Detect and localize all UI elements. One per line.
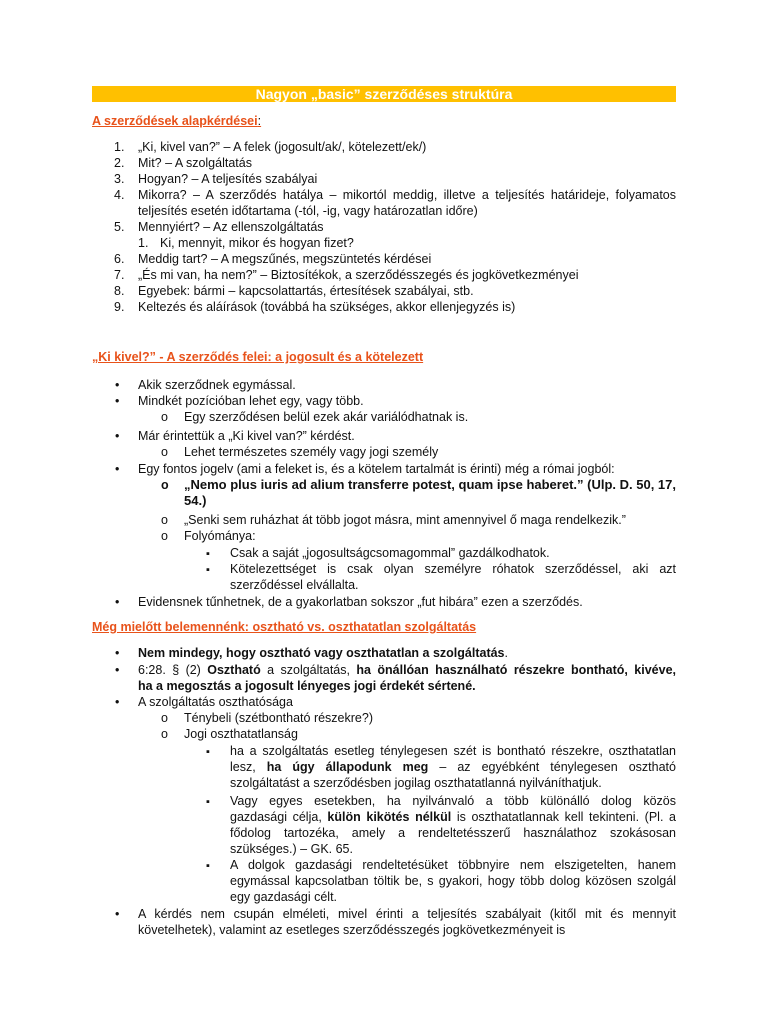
list-item: Evidensnek tűnhetnek, de a gyakorlatban sokszor „fut hibára” ezen a szerződés. [138, 595, 583, 609]
list-item: Mindkét pozícióban lehet egy, vagy több. [138, 394, 364, 408]
list-item: ha a szolgáltatás esetleg ténylegesen szét is bontható részekre, oszthatatlan [230, 744, 676, 758]
square-bullet-icon [206, 561, 210, 578]
list-item-continuation: ha a megosztás a jogosult lényeges jogi érdekét sértené. [138, 679, 476, 693]
list-item: Meddig tart? – A megszűnés, megszüntetés kérdései [138, 252, 432, 266]
bold-text: Osztható [207, 663, 261, 677]
list-item-continuation: követelhetek), valamint az esetleges szerződésszegés jogkövetkezményeit is [138, 923, 566, 937]
list-number: 1. [114, 140, 125, 154]
list-item: Jogi oszthatatlanság [184, 727, 298, 741]
list-number: 4. [114, 188, 125, 202]
bold-text: ha önállóan használható részekre bontható, kivéve, [356, 663, 676, 677]
text-span: . [504, 646, 508, 660]
list-item-continuation: szerződéssel elvállalta. [230, 578, 359, 592]
list-item: Hogyan? – A teljesítés szabályai [138, 172, 318, 186]
bold-text: ha úgy állapodunk meg [266, 760, 429, 774]
square-bullet-icon [206, 857, 210, 874]
circle-bullet-icon [161, 726, 168, 742]
list-number: 3. [114, 172, 125, 186]
list-number: 2. [114, 156, 125, 170]
text-span: a szolgáltatás, [260, 663, 357, 677]
list-item: Akik szerződnek egymással. [138, 378, 296, 392]
section-heading-parties: „Ki kivel?” - A szerződés felei: a jogosult és a kötelezett [92, 350, 424, 364]
list-number: 6. [114, 252, 125, 266]
circle-bullet-icon [161, 477, 169, 493]
bullet-icon [115, 645, 119, 661]
list-item: Ki, mennyit, mikor és hogyan fizet? [160, 236, 354, 250]
text-span: is oszthatatlannak kell tekinteni. (Pl. a [451, 810, 676, 824]
list-number: 5. [114, 220, 125, 234]
square-bullet-icon [206, 743, 210, 760]
list-item [138, 662, 676, 678]
list-item: Egyebek: bármi – kapcsolattartás, értesítések szabályai, stb. [138, 284, 474, 298]
text-span: 6:28. § (2) [138, 663, 208, 677]
list-number: 9. [114, 300, 125, 314]
circle-bullet-icon [161, 710, 168, 726]
list-item: Egy fontos jogelv (ami a feleket is, és a kötelem tartalmát is érinti) még a római jogból: [138, 462, 615, 476]
bold-text: külön kikötés nélkül [327, 810, 452, 824]
list-item: Csak a saját „jogosultságcsomagommal” gazdálkodhatok. [230, 546, 550, 560]
list-item: Már érintettük a „Ki kivel van?” kérdést. [138, 429, 355, 443]
bold-text: Nem mindegy, hogy osztható vagy oszthatatlan a szolgáltatás [138, 646, 505, 660]
circle-bullet-icon [161, 528, 168, 544]
list-item: A dolgok gazdasági rendeltetésüket többnyire nem elszigetelten, hanem [230, 858, 676, 872]
bullet-icon [115, 662, 119, 678]
section-heading-text: A szerződések alapkérdései [92, 114, 258, 128]
list-item: „Nemo plus iuris ad alium transferre potest, quam ipse haberet.” (Ulp. D. 50, 17, [184, 477, 676, 492]
text-span: lesz, [230, 760, 267, 774]
bullet-icon [115, 461, 119, 477]
list-item: Mennyiért? – Az ellenszolgáltatás [138, 220, 324, 234]
bullet-icon [115, 906, 119, 922]
list-number: 1. [138, 236, 149, 250]
list-item-continuation: szolgáltatást a szerződésben jogilag oszthatatlanná nyilváníthatjuk. [230, 776, 602, 790]
text-span: gazdasági célja, [230, 810, 328, 824]
list-item: Egy szerződésen belül ezek akár variálódhatnak is. [184, 410, 469, 424]
bullet-icon [115, 594, 119, 610]
bullet-icon [115, 428, 119, 444]
square-bullet-icon [206, 545, 210, 562]
bullet-icon [115, 377, 119, 393]
list-item: Mikorra? – A szerződés hatálya – mikortól meddig, illetve a teljesítés határideje, folyamatos [138, 188, 676, 202]
list-item: Ténybeli (szétbontható részekre?) [184, 711, 373, 725]
list-item-continuation: 54.) [184, 493, 207, 508]
list-number: 7. [114, 268, 125, 282]
list-item: „Ki, kivel van?” – A felek (jogosult/ak/, kötelezett/ek/) [138, 140, 427, 154]
list-item: Mit? – A szolgáltatás [138, 156, 252, 170]
list-item-continuation [230, 759, 676, 775]
list-item [138, 645, 508, 661]
circle-bullet-icon [161, 409, 168, 425]
section-heading-divisibility: Még mielőtt belemennénk: osztható vs. oszthatatlan szolgáltatás [92, 620, 477, 634]
square-bullet-icon [206, 793, 210, 810]
list-item-continuation: teljesítés esetén időtartama (-tól, -ig, vagy határozatlan időre) [138, 204, 478, 218]
list-item: A szolgáltatás oszthatósága [138, 695, 293, 709]
list-item-continuation: szükséges.) – GK. 65. [230, 842, 353, 856]
list-item: Lehet természetes személy vagy jogi személy [184, 445, 439, 459]
list-item-continuation: egymással kapcsolatban töltik be, s gyakori, hogy több dolog közösen szolgál [230, 874, 676, 888]
circle-bullet-icon [161, 512, 168, 528]
document-title: Nagyon „basic” szerződéses struktúra [92, 86, 676, 102]
circle-bullet-icon [161, 444, 168, 460]
list-item-continuation [230, 809, 676, 825]
heading-colon: : [257, 114, 262, 128]
list-item: Vagy egyes esetekben, ha nyilvánvaló a több különálló dolog közös [230, 794, 676, 808]
list-item: „És mi van, ha nem?” – Biztosítékok, a szerződésszegés és jogkövetkezményei [138, 268, 579, 282]
section-heading-basics [92, 114, 261, 128]
list-item: A kérdés nem csupán elméleti, mivel érinti a teljesítés szabályait (kitől mit és mennyit [138, 907, 676, 921]
text-span: – az egyébként ténylegesen osztható [428, 760, 676, 774]
list-item: Folyómánya: [184, 529, 256, 543]
list-item: Keltezés és aláírások (továbbá ha szükséges, akkor ellenjegyzés is) [138, 300, 516, 314]
list-number: 8. [114, 284, 125, 298]
list-item: Kötelezettséget is csak olyan személyre róhatok szerződéssel, aki azt [230, 562, 676, 576]
bullet-icon [115, 393, 119, 409]
bullet-icon [115, 694, 119, 710]
list-item-continuation: egy gazdasági célt. [230, 890, 338, 904]
list-item-continuation: fődolog tartozéka, amely a rendeltetésszerű használathoz szokásosan [230, 826, 676, 840]
list-item: „Senki sem ruházhat át több jogot másra, mint amennyivel ő maga rendelkezik.” [184, 513, 626, 527]
